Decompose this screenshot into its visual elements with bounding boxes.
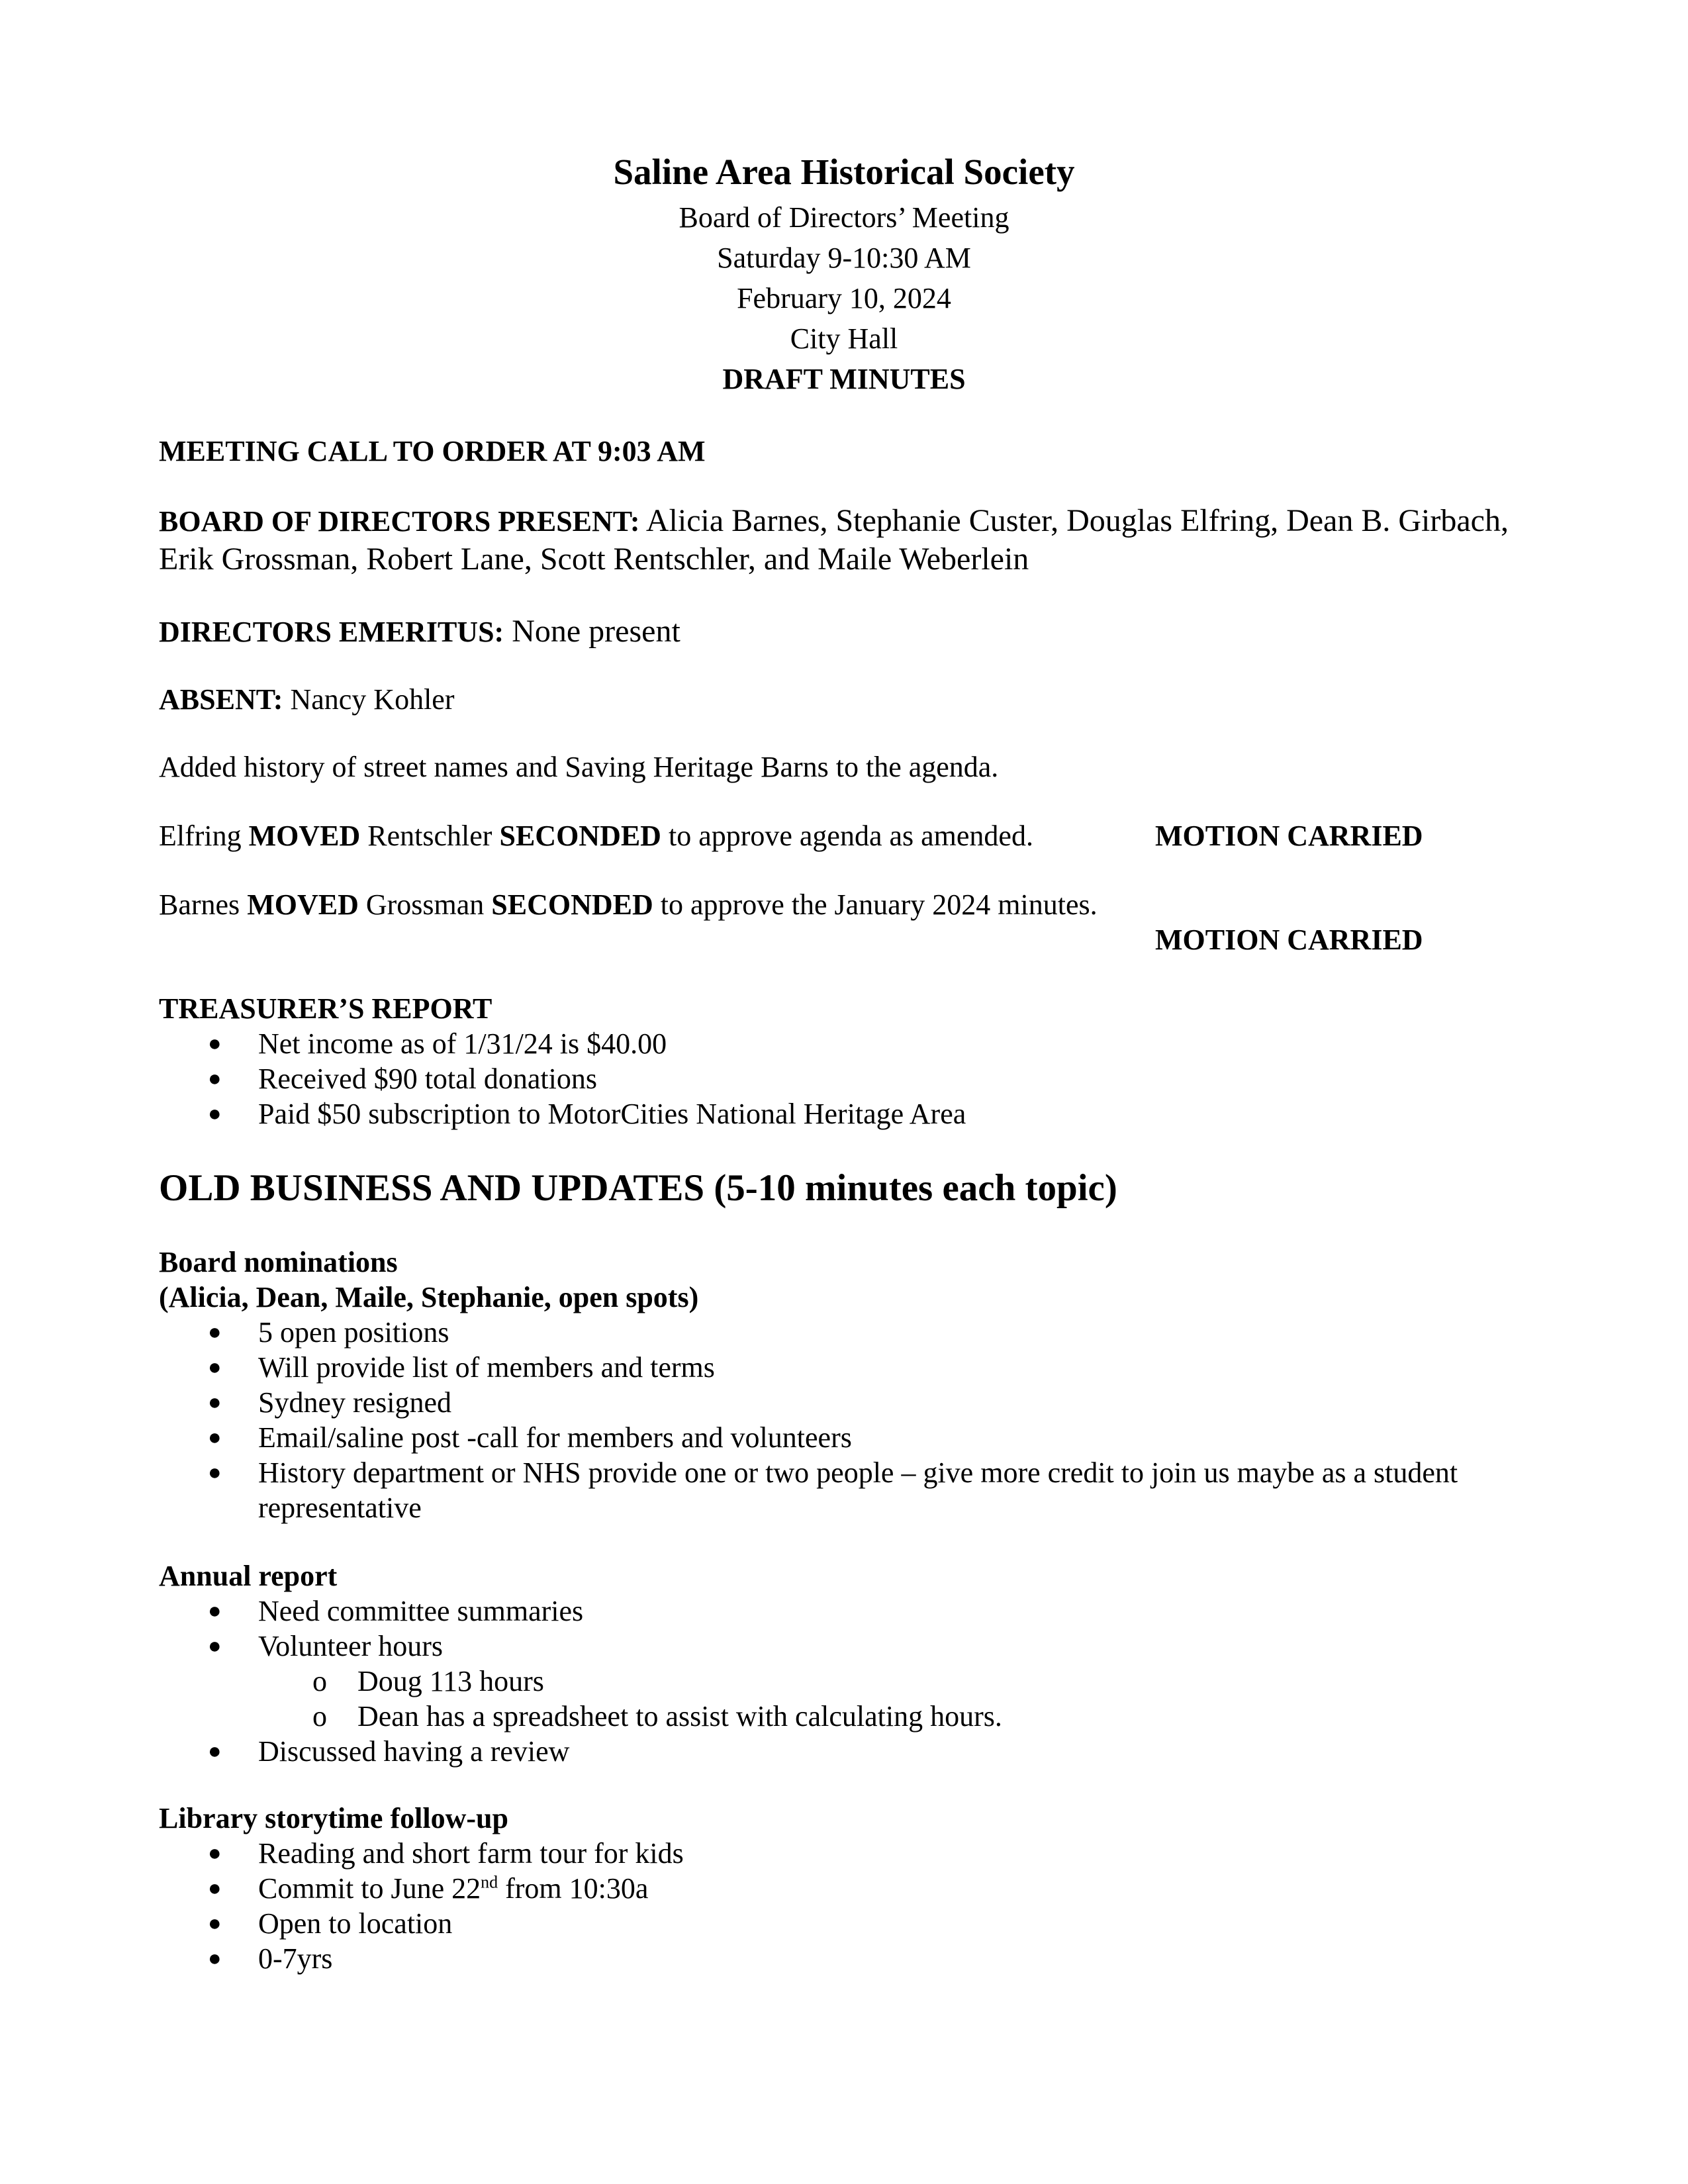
motion-seconder: Rentschler	[360, 820, 500, 852]
motion-seconder: Grossman	[358, 888, 492, 921]
sub-list-item: o Doug 113 hours	[312, 1665, 544, 1697]
bullet-icon: ●	[208, 1425, 222, 1450]
volunteer-hours-sublist	[159, 1664, 1556, 1734]
old-business-heading: OLD BUSINESS AND UPDATES (5-10 minutes each topic)	[159, 1167, 1117, 1209]
motion-minutes-result: MOTION CARRIED	[1155, 924, 1423, 956]
list-item: ● Paid $50 subscription to MotorCities National Heritage Area	[208, 1098, 966, 1130]
bullet-icon: ●	[208, 1634, 222, 1658]
bullet-icon: ●	[208, 1911, 222, 1936]
list-item: ● Need committee summaries	[208, 1595, 584, 1627]
motion-minutes	[159, 887, 1556, 922]
absent-value: Nancy Kohler	[283, 683, 455, 716]
motion-text: to approve agenda as amended.	[661, 820, 1033, 852]
library-heading: Library storytime follow-up	[159, 1802, 508, 1834]
annual-report-list-cont	[159, 1734, 1556, 1769]
motion-mover: Barnes	[159, 888, 248, 921]
bullet-icon: ●	[208, 1067, 222, 1091]
annual-report-heading: Annual report	[159, 1560, 338, 1592]
board-nominations-subheading: (Alicia, Dean, Maile, Stephanie, open spots)	[159, 1281, 699, 1313]
org-title: Saline Area Historical Society	[613, 152, 1075, 192]
board-nominations-list	[159, 1315, 1556, 1525]
bullet-icon: ●	[208, 1320, 222, 1345]
bullet-icon: ●	[208, 1031, 222, 1056]
emeritus-label: DIRECTORS EMERITUS:	[159, 616, 504, 648]
bullet-icon: ●	[208, 1390, 222, 1415]
list-item: ● History department or NHS provide one or two people – give more credit to join us maybe as a student representative	[208, 1456, 1458, 1524]
call-to-order: MEETING CALL TO ORDER AT 9:03 AM	[159, 435, 706, 467]
sub-bullet-icon: o	[312, 1700, 327, 1733]
list-item: ● Commit to June 22nd from 10:30a	[208, 1872, 649, 1905]
document-header	[0, 147, 1688, 399]
list-item: ● Will provide list of members and terms	[208, 1351, 715, 1384]
bullet-icon: ●	[208, 1460, 222, 1485]
directors-present	[159, 502, 1556, 579]
bullet-icon: ●	[208, 1739, 222, 1764]
moved-label: MOVED	[248, 820, 361, 852]
bullet-icon: ●	[208, 1841, 222, 1866]
annual-report-list	[159, 1593, 1556, 1664]
directors-emeritus	[159, 612, 1556, 651]
document-status: DRAFT MINUTES	[722, 363, 966, 395]
agenda-addition-note: Added history of street names and Saving Heritage Barns to the agenda.	[159, 751, 999, 783]
list-item: ● Discussed having a review	[208, 1735, 570, 1768]
list-item: ● Received $90 total donations	[208, 1063, 597, 1095]
list-item: ● Volunteer hours	[208, 1630, 444, 1662]
seconded-label: SECONDED	[499, 820, 661, 852]
library-list	[159, 1836, 1556, 1976]
motion-mover: Elfring	[159, 820, 249, 852]
bullet-icon: ●	[208, 1355, 222, 1380]
absent-label: ABSENT:	[159, 683, 283, 716]
treasurer-list	[159, 1026, 1556, 1131]
meeting-location: City Hall	[790, 322, 898, 355]
list-item: ● Net income as of 1/31/24 is $40.00	[208, 1027, 667, 1060]
meeting-name: Board of Directors’ Meeting	[679, 201, 1009, 234]
list-item: ● Reading and short farm tour for kids	[208, 1837, 684, 1870]
present-names: Alicia Barnes, Stephanie Custer, Douglas Elfring, Dean B. Girbach, Erik Grossman, Robert Lane, Scott Rentschler, and Maile Weberlein	[159, 503, 1509, 577]
motion-text: to approve the January 2024 minutes.	[653, 888, 1098, 921]
sub-list-item: o Dean has a spreadsheet to assist with calculating hours.	[312, 1700, 1002, 1733]
list-item: ● 0-7yrs	[208, 1942, 333, 1975]
treasurer-section	[159, 991, 1556, 1131]
meeting-time: Saturday 9-10:30 AM	[717, 242, 971, 274]
board-nominations-section	[159, 1245, 1556, 1525]
bullet-icon: ●	[208, 1599, 222, 1623]
list-item: ● Email/saline post -call for members and volunteers	[208, 1421, 852, 1454]
motion-agenda-result: MOTION CARRIED	[1155, 820, 1423, 852]
bullet-icon: ●	[208, 1946, 222, 1971]
absent-line	[159, 682, 1556, 717]
moved-label: MOVED	[247, 888, 359, 921]
meeting-date: February 10, 2024	[737, 282, 951, 314]
list-item: ● Open to location	[208, 1907, 453, 1940]
present-label: BOARD OF DIRECTORS PRESENT:	[159, 505, 640, 538]
treasurer-heading: TREASURER’S REPORT	[159, 992, 492, 1025]
emeritus-value: None present	[504, 614, 680, 649]
library-section	[159, 1801, 1556, 1976]
sub-bullet-icon: o	[312, 1665, 327, 1697]
bullet-icon: ●	[208, 1102, 222, 1126]
list-item: ● Sydney resigned	[208, 1386, 452, 1419]
annual-report-section	[159, 1558, 1556, 1769]
board-nominations-heading: Board nominations	[159, 1246, 398, 1278]
bullet-icon: ●	[208, 1876, 222, 1901]
list-item: ● 5 open positions	[208, 1316, 449, 1349]
seconded-label: SECONDED	[491, 888, 653, 921]
